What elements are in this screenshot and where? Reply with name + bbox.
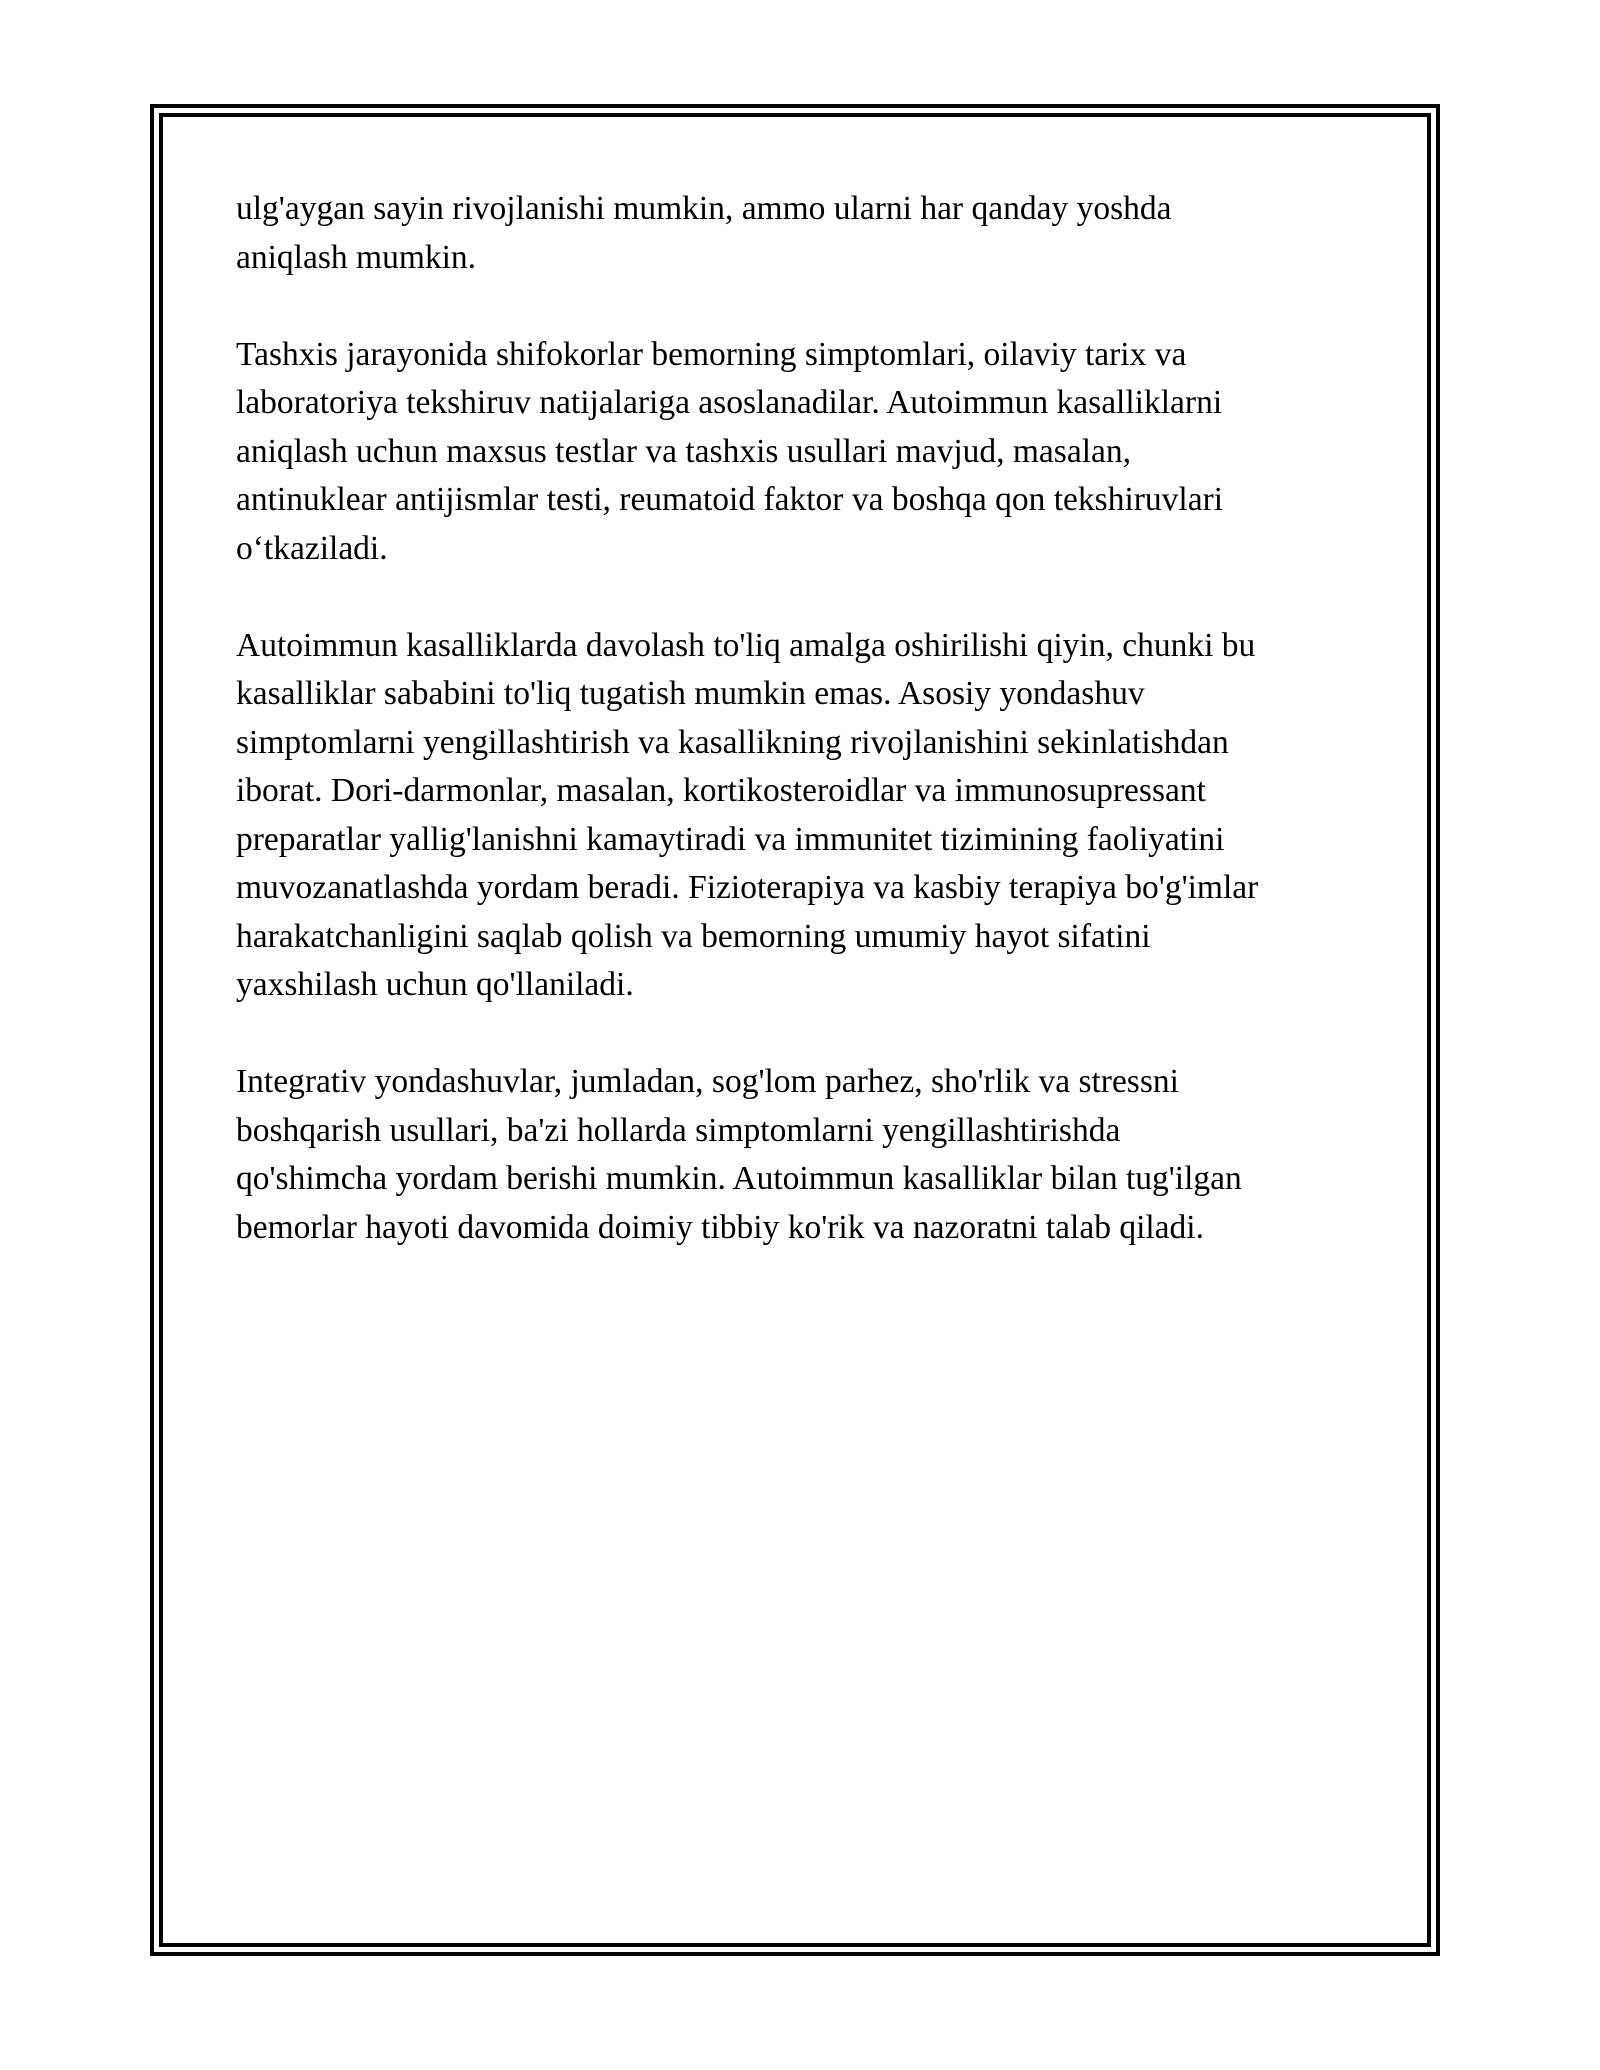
text-line: Autoimmun kasalliklarda davolash to'liq amalga oshirilishi qiyin, chunki bu (236, 626, 1256, 664)
text-line: antinuklear antijismlar testi, reumatoid faktor va boshqa qon tekshiruvlari (236, 481, 1224, 518)
text-line: qo'shimcha yordam berishi mumkin. Autoimmun kasalliklar bilan tug'ilgan (236, 1160, 1242, 1197)
paragraph-4 (236, 1058, 1366, 1252)
text-line: o‘tkaziladi. (236, 529, 388, 567)
text-line: harakatchanligini saqlab qolish va bemorning umumiy hayot sifatini (236, 917, 1151, 955)
paragraph-1 (236, 185, 1366, 282)
text-line: yaxshilash uchun qo'llaniladi. (236, 966, 634, 1003)
text-line: Integrativ yondashuvlar, jumladan, sog'lom parhez, sho'rlik va stressni (236, 1063, 1179, 1100)
text-line: boshqarish usullari, ba'zi hollarda simptomlarni yengillashtirishda (236, 1111, 1121, 1149)
text-line: muvozanatlashda yordam beradi. Fizioterapiya va kasbiy terapiya bo'g'imlar (236, 869, 1259, 906)
paragraph-3 (236, 622, 1366, 1010)
text-line: laboratoriya tekshiruv natijalariga asoslanadilar. Autoimmun kasalliklarni (236, 384, 1223, 421)
paragraph-2 (236, 331, 1366, 574)
text-line: ulg'aygan sayin rivojlanishi mumkin, ammo ularni har qanday yoshda (236, 190, 1172, 227)
text-line: simptomlarni yengillashtirish va kasallikning rivojlanishini sekinlatishdan (236, 723, 1229, 761)
document-body (236, 185, 1366, 1252)
text-line: kasalliklar sababini to'liq tugatish mumkin emas. Asosiy yondashuv (236, 675, 1145, 712)
text-line: aniqlash uchun maxsus testlar va tashxis usullari mavjud, masalan, (236, 432, 1132, 470)
text-line: aniqlash mumkin. (236, 238, 477, 276)
text-line: preparatlar yallig'lanishni kamaytiradi va immunitet tizimining faoliyatini (236, 820, 1225, 858)
text-line: bemorlar hayoti davomida doimiy tibbiy ko'rik va nazoratni talab qiladi. (236, 1208, 1204, 1246)
text-line: iborat. Dori-darmonlar, masalan, kortikosteroidlar va immunosupressant (236, 772, 1206, 809)
text-line: Tashxis jarayonida shifokorlar bemorning simptomlari, oilaviy tarix va (236, 335, 1187, 373)
